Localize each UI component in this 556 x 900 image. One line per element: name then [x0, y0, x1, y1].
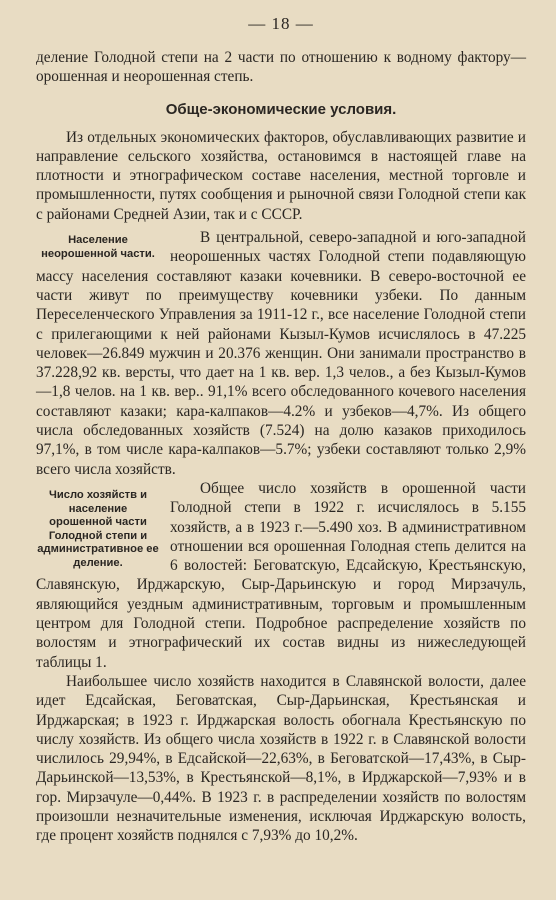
margin-note-population: Население неорошенной части.	[41, 234, 155, 260]
section-heading: Обще-экономические условия.	[165, 100, 397, 118]
paragraph-population: В центральной, северо-западной и юго-западной неорошенных частях Голодной степи подавляющую массу населения составляют казаки кочевники. В северо-восточной ее части живут по преимуществу кочевники узбеки. По данным Переселенческого Управления за 1911-12 г., все население Голодной степи с прилегающими к ней районами Кызыл-Кумов исчислялось в 47.225 человек—26.849 мужчин и 20.376 женщин. Они занимали пространство в 37.228,92 кв. версты, что дает на 1 кв. вер. 1,3 челов., а без Кызыл-Кумов—1,8 челов. на 1 кв. вер.. 91,1% всего обследованного кочевого населения составляют казаки; кара-калпаков—4.2% и узбеков—4,7%. Из общего числа обследованных хозяйств (7.524) на долю казаков приходилось 97,1%, в том числе кара-калпаков—5.7%; узбеки составляют только 2,9% всего числа хозяйств.	[36, 229, 526, 478]
page-number: — 18 —	[248, 14, 314, 33]
paragraph-households: Общее число хозяйств в орошенной части Голодной степи в 1922 г. исчислялось в 5.155 хозяйств, а в 1923 г.—5.490 хоз. В административном отношении вся орошенная Голодная степь делится на 6 волостей: Беговатскую, Едсайскую, Крестьянскую, Славянскую, Ирджарскую, Сыр-Дарьинскую и город Мирзачуль, являющийся уездным административным, торговым и промышленным центром для Голодной степи. Подробное распределение хозяйств по волостям и этнографический их состав видны из нижеследующей таблицы 1.	[36, 479, 526, 671]
margin-note-households: Число хозяйств и население орошенной части Голодной степи и административное ее деление.	[37, 488, 159, 569]
paragraph-economic-factors: Из отдельных экономических факторов, обуславливающих развитие и направление сельского хозяйства, остановимся в настоящей главе на плотности и этнографическом составе населения, местной торговле и промышленности, путях сообщения и рыночной связи Голодной степи как с районами Средней Азии, так и с СССР.	[36, 128, 526, 223]
paragraph-intro: деление Голодной степи на 2 части по отношению к водному фактору—орошенная и неорошенная степь.	[36, 49, 526, 86]
paragraph-distribution: Наибольшее число хозяйств находится в Славянской волости, далее идет Едсайская, Беговатская, Сыр-Дарьинская, Крестьянская и Ирджарская; в 1923 г. Ирджарская волость обогнала Крестьянскую по числу хозяйств. Из общего числа хозяйств в 1922 г. в Славянской волости числилось 29,94%, в Едсайской—22,63%, в Беговатской—17,43%, в Сыр-Дарьинской—13,53%, в Крестьянской—8,1%, в Ирджарской—7,93% и в гор. Мирзачуле—0,44%. В 1923 г. в распределении хозяйств по волостям произошли незначительные изменения, исключая Ирджарскую волость, где процент хозяйств поднялся с 7,93% до 10,2%.	[36, 672, 526, 845]
